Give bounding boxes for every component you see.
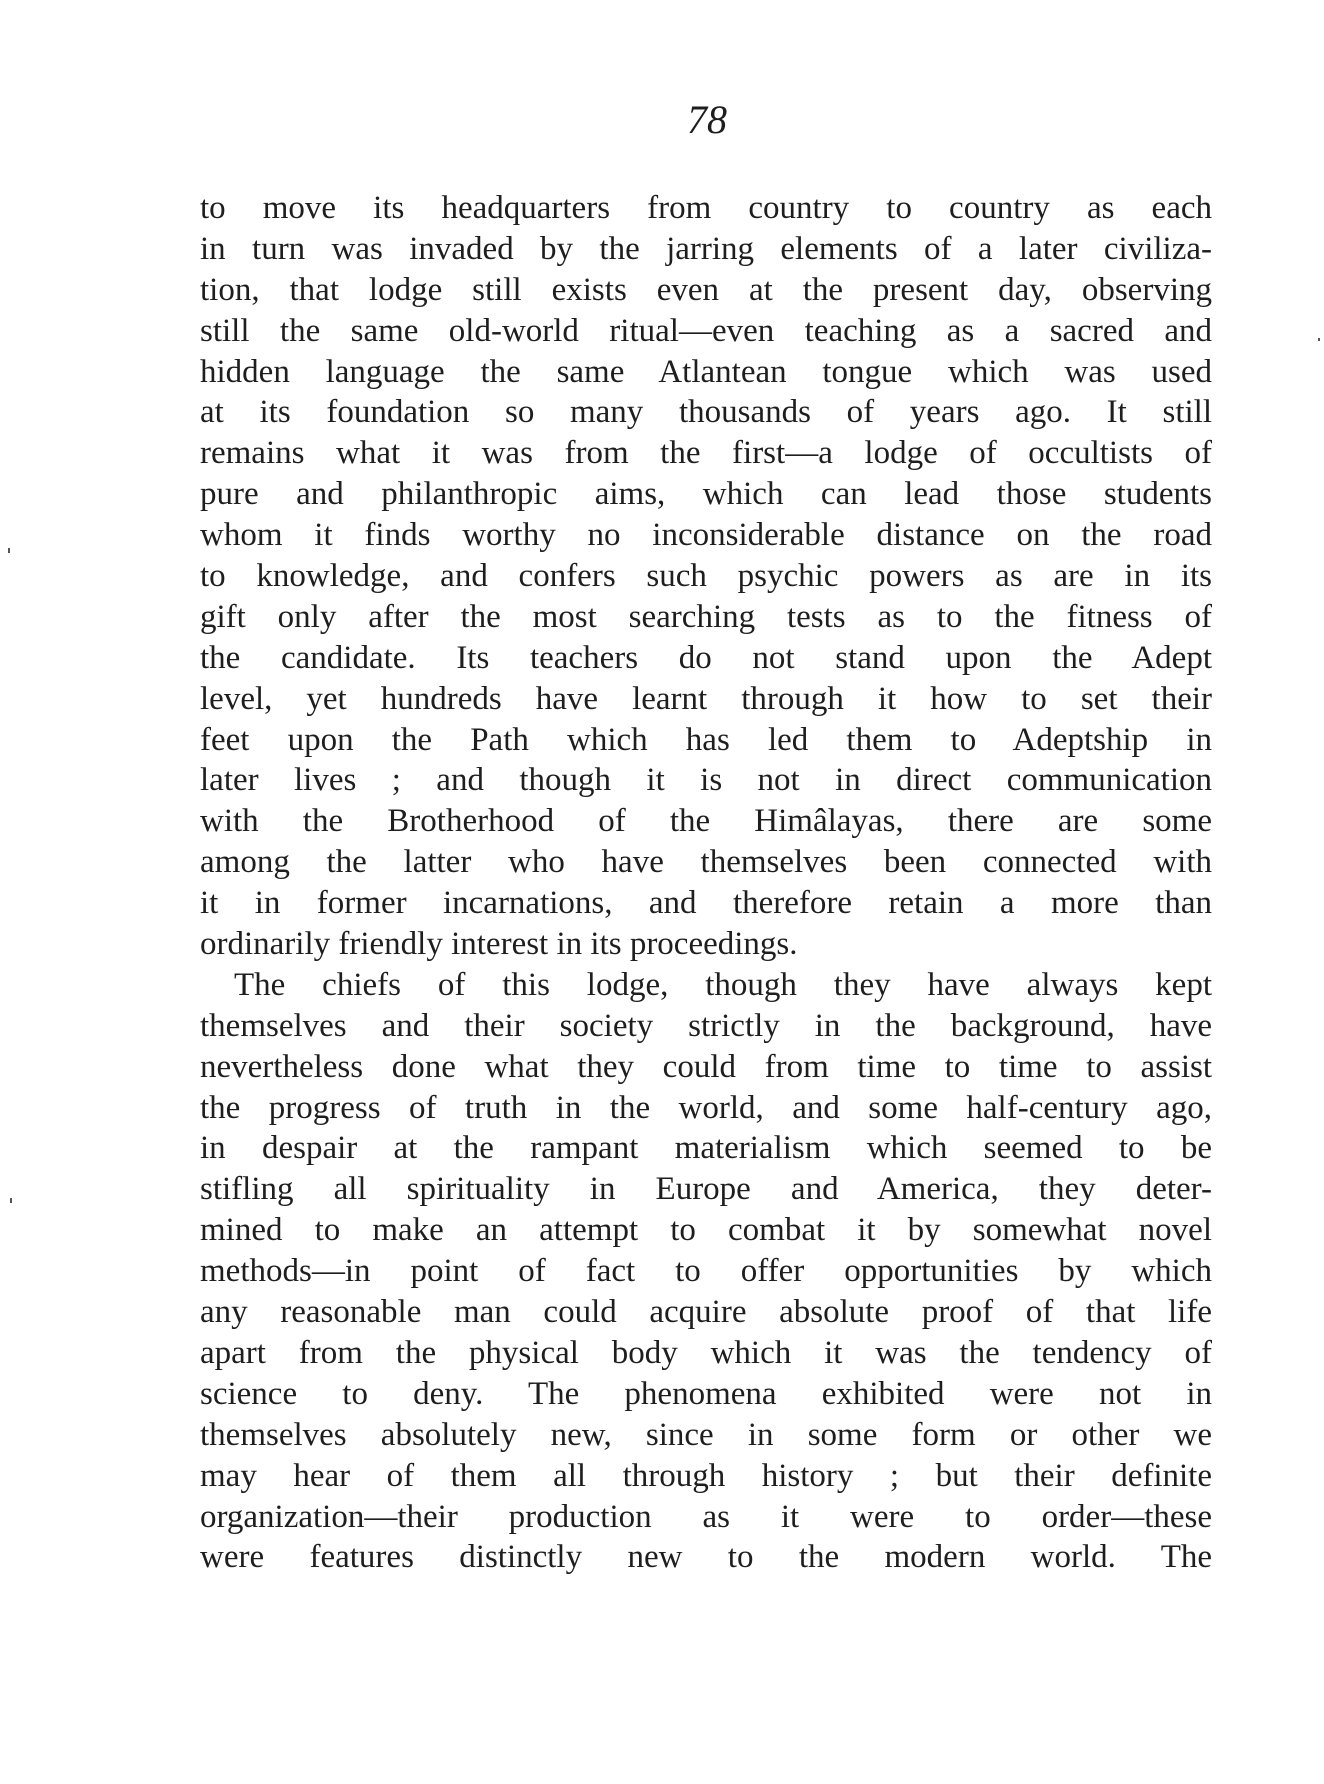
text-line: at its foundation so many thousands of years ago. It still <box>200 394 1212 431</box>
text-line: apart from the physical body which it was the tendency of <box>200 1334 1212 1371</box>
text-line: whom it finds worthy no inconsiderable distance on the road <box>200 517 1212 554</box>
scan-speck <box>1318 338 1320 341</box>
text-line: may hear of them all through history ; but their definite <box>200 1457 1212 1494</box>
text-line: were features distinctly new to the modern world. The <box>200 1539 1212 1576</box>
text-line: it in former incarnations, and therefore retain a more than <box>200 885 1212 922</box>
text-line: ordinarily friendly interest in its proceedings. <box>200 926 798 963</box>
text-line: nevertheless done what they could from time to time to assist <box>200 1048 1212 1085</box>
text-line: among the latter who have themselves been connected with <box>200 844 1212 881</box>
text-line: remains what it was from the first—a lodge of occultists of <box>200 435 1212 472</box>
scan-speck <box>10 1198 12 1203</box>
text-line: The chiefs of this lodge, though they have always kept <box>234 966 1212 1003</box>
text-line: in turn was invaded by the jarring elements of a later civiliza- <box>200 230 1212 267</box>
page-number: 78 <box>687 97 727 142</box>
text-line: with the Brotherhood of the Himâlayas, there are some <box>200 803 1212 840</box>
text-line: still the same old-world ritual—even teaching as a sacred and <box>200 312 1212 349</box>
text-line: tion, that lodge still exists even at the present day, observing <box>200 271 1212 308</box>
text-line: stifling all spirituality in Europe and America, they deter- <box>200 1171 1212 1208</box>
text-line: pure and philanthropic aims, which can lead those students <box>200 476 1212 513</box>
text-line: later lives ; and though it is not in direct communication <box>200 762 1212 799</box>
text-line: gift only after the most searching tests as to the fitness of <box>200 598 1212 635</box>
text-line: feet upon the Path which has led them to Adeptship in <box>200 721 1212 758</box>
text-line: any reasonable man could acquire absolute proof of that life <box>200 1294 1212 1331</box>
text-line: themselves absolutely new, since in some form or other we <box>200 1416 1212 1453</box>
text-line: the candidate. Its teachers do not stand upon the Adept <box>200 639 1212 676</box>
text-line: in despair at the rampant materialism which seemed to be <box>200 1130 1212 1167</box>
body-text <box>200 188 1212 1578</box>
text-line: to knowledge, and confers such psychic powers as are in its <box>200 558 1212 595</box>
scan-speck <box>8 548 10 553</box>
text-line: themselves and their society strictly in the background, have <box>200 1007 1212 1044</box>
text-line: organization—their production as it were to order—these <box>200 1498 1212 1535</box>
text-line: hidden language the same Atlantean tongue which was used <box>200 353 1212 390</box>
text-line: level, yet hundreds have learnt through it how to set their <box>200 680 1212 717</box>
text-line: methods—in point of fact to offer opportunities by which <box>200 1253 1212 1290</box>
text-line: to move its headquarters from country to country as each <box>200 190 1212 226</box>
text-line: science to deny. The phenomena exhibited were not in <box>200 1375 1212 1412</box>
text-line: the progress of truth in the world, and some half-century ago, <box>200 1089 1212 1126</box>
text-line: mined to make an attempt to combat it by somewhat novel <box>200 1212 1212 1249</box>
